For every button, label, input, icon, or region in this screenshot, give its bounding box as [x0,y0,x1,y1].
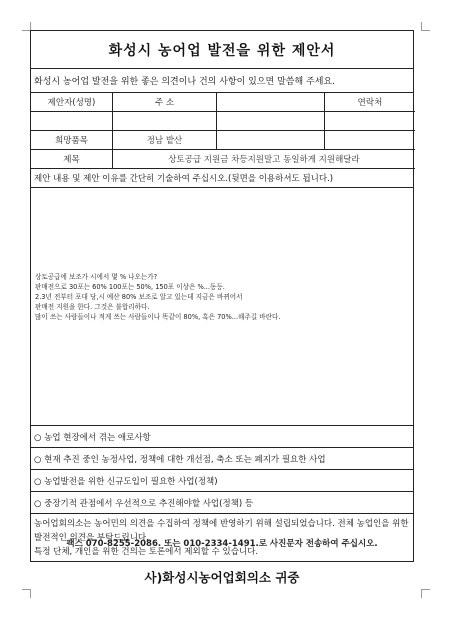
contact-label: 연락처 [325,93,415,112]
proposer-name-label: 제안자(성명) [31,93,113,112]
proposal-body[interactable] [31,188,413,426]
footer-recipient: 사)화성시농어업회의소 귀중 [144,570,300,585]
subject-field[interactable]: 상토공급 지원금 차등지원말고 동일하게 지원해달라 [113,150,415,169]
proposal-line: 2.3년 전부터 포대 당,시 예산 80% 보조로 알고 있는데 지금은 바뀌어서 [35,293,243,301]
proposer-info-grid [31,93,413,169]
proposal-line: 판매전 지원을 한다. 그것은 불합리하다. [35,303,150,311]
contact-field[interactable] [325,112,415,131]
topic-item: ○ 농업 현장에서 겪는 애로사항 [31,426,413,448]
crop-mark-bottom-left [22,589,31,598]
crop-mark-top-right [421,22,430,31]
form-intro: 화성시 농어업 발전을 위한 좋은 의견이나 건의 사항이 있으면 말씀해 주세요. [31,69,413,93]
address-field-2[interactable] [113,112,217,131]
topic-item: ○ 농업발전을 위한 신규도입이 필요한 사업(정책) [31,470,413,492]
contact-info: 팩스 070-8255-2086. 또는 010-2334-1491.로 사진문자 전송하여 주십시오. [66,539,378,549]
proposer-name-field[interactable] [31,112,113,131]
proposal-line: 많이 쓰는 사람들이나 적게 쓰는 사람들이나 똑같이 80%, 혹은 70%...해주길 바란다. [35,313,281,321]
subject-label: 제목 [31,150,113,169]
address-field[interactable] [217,93,325,112]
proposal-text [35,272,280,322]
crop-value[interactable]: 정남 밭산 [113,131,217,150]
topic-item: ○ 현재 추진 중인 농정사업, 정책에 대한 개선점, 축소 또는 폐지가 필요한 사업 [31,448,413,470]
proposal-guide: 제안 내용 및 제안 이유를 간단히 기술하여 주십시오.(뒷면을 이용하셔도 됩니다.) [31,169,413,188]
crop-extra-2[interactable] [325,131,415,150]
address-label: 주 소 [113,93,217,112]
proposal-line: 판매전으로 30포는 60% 100포는 50%, 150포 이상은 %...동등. [35,283,225,291]
topic-item: ○ 중장기적 관점에서 우선적으로 추진해야할 사업(정책) 등 [31,492,413,514]
crop-extra-1[interactable] [217,131,325,150]
crop-mark-bottom-right [421,589,430,598]
proposal-form [30,30,414,562]
note-line: 특정 단체, 개인을 위한 건의는 토론에서 제외할 수 있습니다. [34,547,259,557]
note-line: 농어업회의소는 농어민의 의견을 수집하여 정책에 반영하기 위해 설립되었습니다. 전체 농업인을 위한 발전적인 의견을 부탁드립니다. [34,519,409,543]
crop-label: 희망품목 [31,131,113,150]
form-title: 화성시 농어업 발전을 위한 제안서 [31,31,413,69]
address-field-3[interactable] [217,112,325,131]
proposal-line: 상토공급에 보조가 시에서 몇 % 나오는가? [35,273,158,281]
